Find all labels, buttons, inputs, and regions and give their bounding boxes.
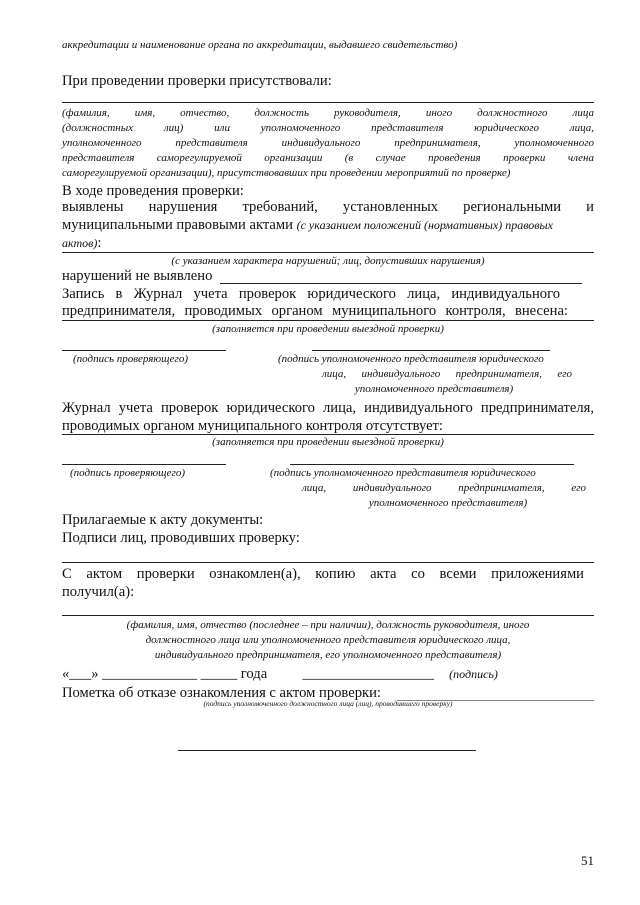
present-caption (62, 106, 594, 181)
acquainted-line-1: С актом проверки ознакомлен(а), копию акта со всеми приложениями (62, 566, 584, 582)
no-violations-label: нарушений не выявлено (62, 268, 213, 284)
present-caption-line: представителя саморегулируемой организации (в случае проведения проверки члена (62, 152, 594, 164)
refusal-label: Пометка об отказе ознакомления с актом проверки: (62, 685, 381, 701)
present-caption-line: саморегулируемой организации), присутствовавших при проведении мероприятий по проверке) (62, 167, 511, 179)
caption-line: должностного лица или уполномоченного представителя юридического лица, (145, 634, 511, 646)
caption-line: уполномоченного представителя) (354, 383, 514, 395)
present-caption-line: (фамилия, имя, отчество, должность руководителя, иного должностного лица (62, 107, 594, 119)
journal-absent-line-1: Журнал учета проверок юридического лица, индивидуального предпринимателя, (62, 400, 594, 416)
acquainted-fill-line (62, 615, 594, 616)
representative-signature-caption (278, 352, 590, 397)
caption-line: лица, индивидуального предпринимателя, его (322, 368, 572, 380)
inspector-signature-line (62, 464, 226, 465)
signature-caption: (подпись) (449, 667, 498, 681)
journal-entry-caption: (заполняется при проведении выездной проверки) (212, 323, 444, 335)
caption-line: лица, индивидуального предпринимателя, его (302, 482, 586, 494)
close-quote: » (91, 666, 99, 682)
journal-entry-line-1: Запись в Журнал учета проверок юридического лица, индивидуального (62, 286, 560, 302)
inspector-signature-caption: (подпись проверяющего) (70, 467, 186, 479)
month-blank: _____________ (102, 666, 197, 682)
present-heading: При проведении проверки присутствовали: (62, 73, 332, 89)
representative-signature-line (312, 350, 550, 351)
page-number: 51 (581, 853, 594, 868)
final-signature-line (178, 750, 476, 751)
acquainted-caption (62, 618, 594, 663)
refusal-caption: (подпись уполномоченного должностного лица (лиц), проводившего проверку) (203, 699, 453, 708)
representative-signature-caption (270, 466, 586, 511)
caption-line: уполномоченного представителя) (368, 497, 528, 509)
violations-note-end: актов) (62, 236, 98, 250)
violations-fill-line (62, 252, 594, 253)
journal-entry-fill-line (62, 320, 594, 321)
violations-colon: : (97, 235, 102, 251)
journal-entry-line-2: предпринимателя, проводимых органом муниципального контроля, внесена: (62, 303, 568, 319)
during-heading: В ходе проведения проверки: (62, 183, 244, 199)
caption-line: (подпись уполномоченного представителя юридического (270, 467, 536, 479)
no-violations-fill-line (220, 283, 582, 284)
violations-line-2 (62, 216, 594, 234)
present-caption-line: уполномоченного представителя индивидуального предпринимателя, уполномоченного (62, 137, 594, 149)
day-blank: ___ (69, 666, 92, 682)
violations-note: (с указанием положений (нормативных) правовых (296, 218, 553, 232)
violations-line-3 (62, 234, 101, 252)
acquainted-line-2: получил(а): (62, 584, 135, 600)
representative-signature-line (290, 464, 574, 465)
year-blank: _____ (200, 666, 238, 682)
signatures-heading: Подписи лиц, проводивших проверку: (62, 530, 300, 546)
present-caption-line: (должностных лиц) или уполномоченного представителя юридического лица, (62, 122, 594, 134)
caption-line: (фамилия, имя, отчество (последнее – при наличии), должность руководителя, иного (126, 619, 530, 631)
caption-line: (подпись уполномоченного представителя юридического (278, 353, 544, 365)
signatures-fill-line (62, 562, 594, 563)
inspector-signature-line (62, 350, 226, 351)
signature-blank: __________________ (302, 666, 434, 682)
present-fill-line (62, 102, 594, 103)
year-word: года (240, 666, 268, 682)
date-signature-line (62, 665, 594, 683)
journal-absent-caption: (заполняется при проведении выездной проверки) (212, 436, 444, 448)
open-quote: « (62, 666, 70, 682)
attached-docs-label: Прилагаемые к акту документы: (62, 512, 264, 528)
inspector-signature-caption: (подпись проверяющего) (73, 353, 189, 365)
caption-line: индивидуального предпринимателя, его уполномоченного представителя) (154, 649, 502, 661)
accreditation-caption: аккредитации и наименование органа по аккредитации, выдавшего свидетельство) (62, 39, 458, 51)
violations-main: муниципальными правовыми актами (62, 217, 293, 233)
journal-absent-line-2: проводимых органом муниципального контроля отсутствует: (62, 418, 443, 434)
violations-caption: (с указанием характера нарушений; лиц, допустивших нарушения) (171, 255, 485, 267)
violations-line-1: выявлены нарушения требований, установленных региональными и (62, 199, 594, 215)
